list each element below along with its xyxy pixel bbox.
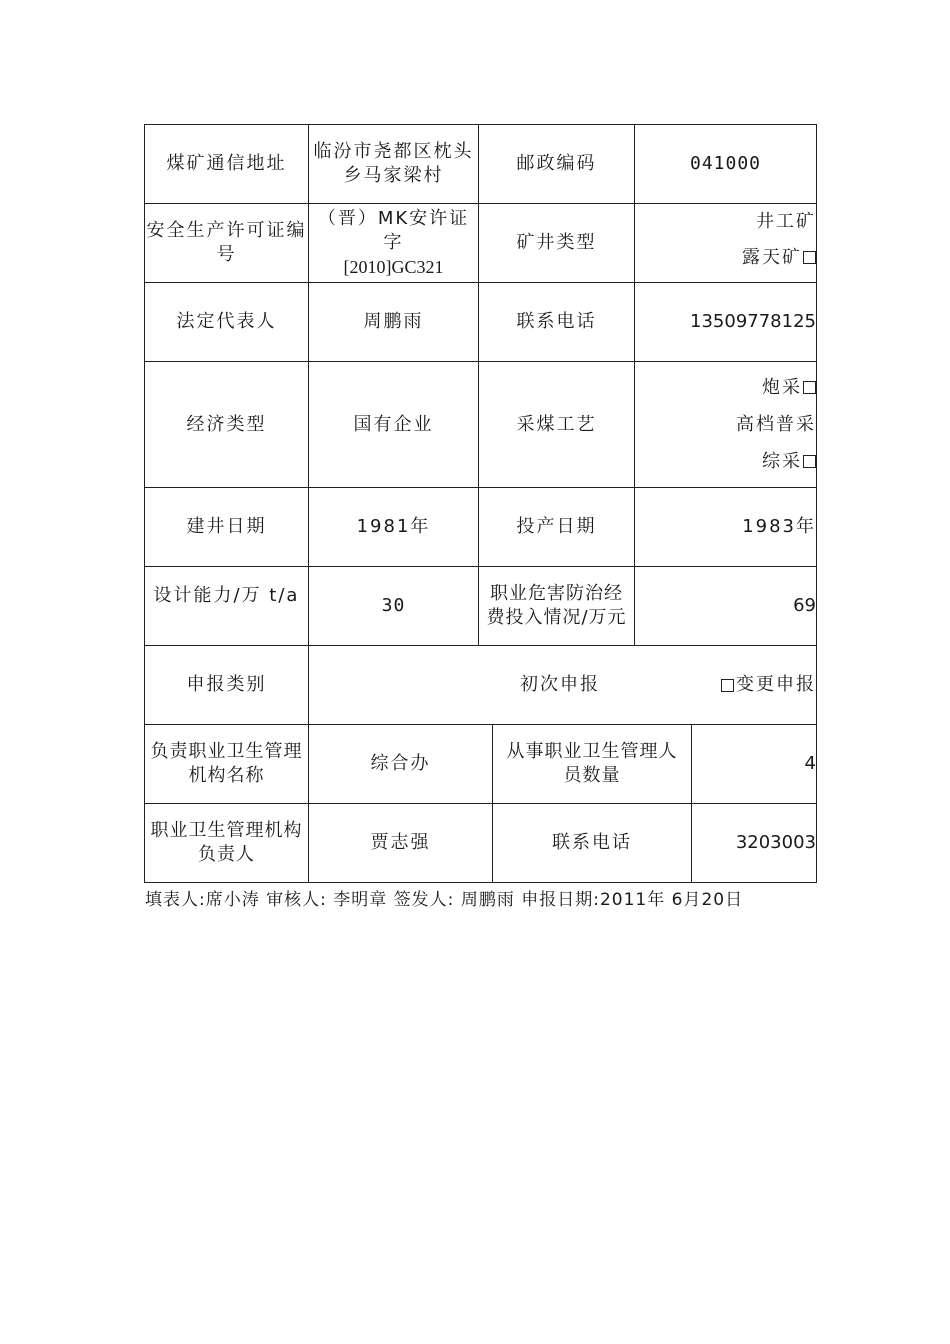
reviewer-label: 审核人: [266,890,327,910]
health-staff-count-value: 4 [804,753,816,774]
label-mine-address: 煤矿通信地址 [166,153,287,174]
report-date-value: 2011年 6月20日 [599,890,744,910]
label-health-staff-count [493,725,691,803]
build-date-value: 1981年 [356,516,431,537]
safety-license-line2: [2010]GC321 [343,257,444,277]
health-org-head-name: 贾志强 [370,832,431,853]
table-border-bottom [144,882,817,883]
mine-address-line1: 临汾市尧都区枕头 [313,141,474,162]
label-hazard-funds [479,567,634,645]
safety-license-line1: （晋）MK安许证字 [317,208,470,253]
process-option-high-grade: 高档普采 [736,414,816,435]
mining-process-options [635,362,816,487]
label-safety-license-line1: 安全生产许可证编 [146,220,307,241]
label-health-org-head-line1: 职业卫生管理机构 [150,820,303,841]
mine-type-options [635,204,816,282]
head-phone-value: 3203003 [735,832,816,853]
label-postcode: 邮政编码 [516,153,597,174]
production-date-value: 1983年 [742,516,816,537]
mine-address-line2: 乡马家梁村 [343,165,444,186]
report-type-initial: 初次申报 [520,674,600,695]
label-hazard-funds-line1: 职业危害防治经 [490,583,623,604]
label-phone: 联系电话 [516,311,597,332]
mine-type-option-open-pit: 露天矿 [635,238,816,278]
label-health-org [145,725,308,803]
label-report-type: 申报类别 [186,674,267,695]
design-capacity-value: 30 [381,595,406,616]
issuer-name: 周鹏雨 [460,890,515,910]
label-economic-type: 经济类型 [186,413,267,435]
safety-license-number [309,204,478,282]
label-design-capacity: 设计能力/万 t/a [153,585,300,606]
hazard-funds-value: 69 [793,595,816,616]
label-health-org-head [145,804,308,882]
process-option-fully-mechanized: 综采 [635,443,816,480]
report-type-change: 变更申报 [660,646,816,724]
label-health-staff-line2: 员数量 [563,765,621,786]
table-border-right [816,124,817,883]
mine-type-option-underground: 井工矿 [756,211,816,232]
mine-address [309,125,478,203]
economic-type-value: 国有企业 [353,413,434,435]
label-health-org-line2: 机构名称 [188,765,265,786]
label-mining-process: 采煤工艺 [516,413,597,435]
report-date-label: 申报日期: [521,890,600,910]
process-option-blasting: 炮采 [635,369,816,406]
reviewer-name: 李明章 [333,890,388,910]
label-hazard-funds-line2: 费投入情况/万元 [486,607,627,628]
label-health-staff-line1: 从事职业卫生管理人 [506,741,678,762]
label-health-org-line1: 负责职业卫生管理 [150,741,303,762]
checkbox-icon[interactable] [721,679,734,692]
label-build-date: 建井日期 [186,516,267,537]
legal-representative-value: 周鹏雨 [363,311,424,332]
label-head-phone: 联系电话 [552,832,632,853]
checkbox-icon[interactable] [803,251,816,264]
health-org-name: 综合办 [370,753,431,774]
postcode-value: 041000 [689,153,762,174]
issuer-label: 签发人: [393,890,455,910]
signature-footer [145,885,743,910]
label-production-date: 投产日期 [516,516,597,537]
label-mine-type: 矿井类型 [516,232,597,253]
filler-name: 席小涛 [205,890,260,910]
checkbox-icon[interactable] [803,455,816,468]
checkbox-icon[interactable] [803,381,816,394]
filler-label: 填表人: [145,890,206,910]
phone-value: 13509778125 [690,311,816,332]
label-health-org-head-line2: 负责人 [198,844,255,865]
label-safety-license-line2: 号 [216,244,237,265]
label-legal-representative: 法定代表人 [176,311,277,332]
label-safety-license [145,204,308,282]
